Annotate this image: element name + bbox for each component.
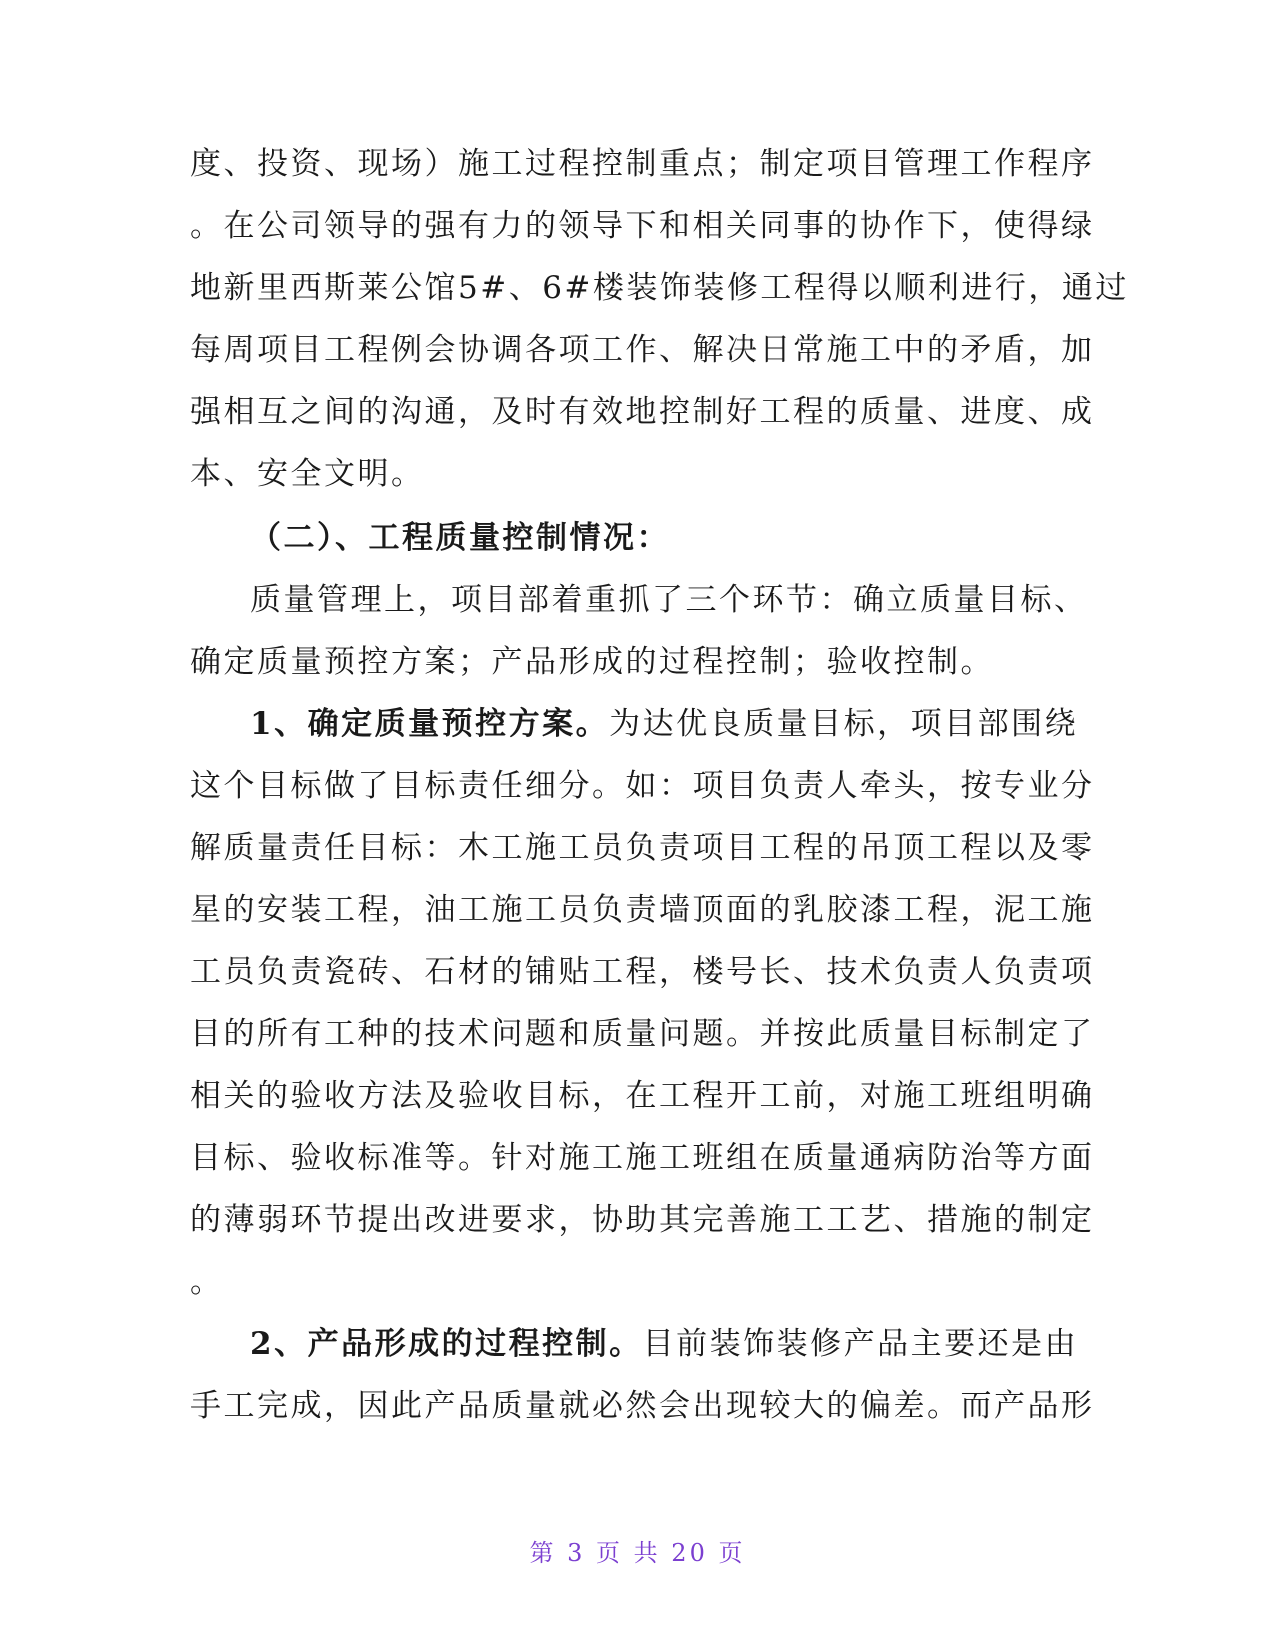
- item-1-title: 1、确定质量预控方案。: [250, 706, 610, 742]
- body-line: 度、投资、现场）施工过程控制重点；制定项目管理工作程序: [190, 146, 1095, 182]
- body-line: 相关的验收方法及验收目标，在工程开工前，对施工班组明确: [190, 1078, 1095, 1114]
- body-line: 。: [190, 1264, 224, 1300]
- body-line: 解质量责任目标：木工施工员负责项目工程的吊顶工程以及零: [190, 830, 1095, 866]
- list-item-2: [250, 1324, 1150, 1364]
- item-1-text: 为达优良质量目标，项目部围绕: [609, 706, 1079, 742]
- body-line: 星的安装工程，油工施工员负责墙顶面的乳胶漆工程，泥工施: [190, 892, 1095, 928]
- body-line: 本、安全文明。: [190, 456, 425, 492]
- item-2-text: 目前装饰装修产品主要还是由: [642, 1326, 1079, 1362]
- body-line: 的薄弱环节提出改进要求，协助其完善施工工艺、措施的制定: [190, 1202, 1095, 1238]
- body-line: 强相互之间的沟通，及时有效地控制好工程的质量、进度、成: [190, 394, 1095, 430]
- body-line: 确定质量预控方案；产品形成的过程控制；验收控制。: [190, 644, 994, 680]
- page-footer: 第 3 页 共 20 页: [529, 1539, 746, 1567]
- body-line: 地新里西斯莱公馆5#、6#楼装饰装修工程得以顺利进行，通过: [190, 270, 1129, 306]
- body-line: 目的所有工种的技术问题和质量问题。并按此质量目标制定了: [190, 1016, 1095, 1052]
- body-line: 。在公司领导的强有力的领导下和相关同事的协作下，使得绿: [190, 208, 1095, 244]
- body-line: 质量管理上，项目部着重抓了三个环节：确立质量目标、: [250, 582, 1088, 618]
- section-heading: （二）、工程质量控制情况：: [250, 520, 670, 556]
- body-line: 这个目标做了目标责任细分。如：项目负责人牵头，按专业分: [190, 768, 1095, 804]
- body-line: 每周项目工程例会协调各项工作、解决日常施工中的矛盾，加: [190, 332, 1095, 368]
- body-line: 工员负责瓷砖、石材的铺贴工程，楼号长、技术负责人负责项: [190, 954, 1095, 990]
- body-line: 手工完成，因此产品质量就必然会出现较大的偏差。而产品形: [190, 1388, 1095, 1424]
- item-2-title: 2、产品形成的过程控制。: [250, 1326, 643, 1362]
- list-item-1: [250, 704, 1150, 744]
- body-line: 目标、验收标准等。针对施工施工班组在质量通病防治等方面: [190, 1140, 1095, 1176]
